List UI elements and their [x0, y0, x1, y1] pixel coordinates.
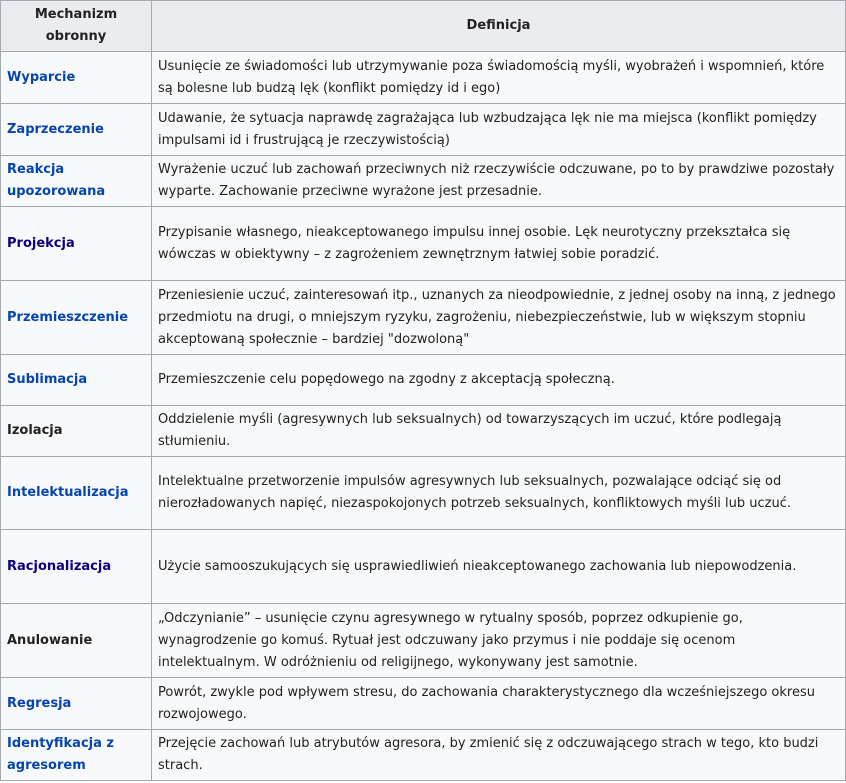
definition-cell: Przeniesienie uczuć, zainteresowań itp., uznanych za nieodpowiednie, z jednej osoby na inną, z jednego przedmiotu na drugi, o mniejszym ryzyku, zagrożeniu, niebezpieczeństwie, lub w większym stopniu akceptowaną społecznie – bardziej "dozwoloną" — [152, 281, 846, 355]
table-row — [1, 355, 846, 406]
term-cell — [1, 355, 152, 406]
term-link-intelektualizacja[interactable]: Intelektualizacja — [7, 485, 129, 500]
definition-cell: Przypisanie własnego, nieakceptowanego impulsu innej osobie. Lęk neurotyczny przekształca się wówczas w obiektywny – z zagrożeniem zewnętrznym łatwiej sobie poradzić. — [152, 207, 846, 281]
header-row — [1, 1, 846, 52]
column-header-definition[interactable]: Definicja — [152, 1, 846, 52]
term-text-anulowanie: Anulowanie — [7, 632, 93, 648]
term-text-izolacja: Izolacja — [7, 423, 63, 438]
term-cell — [1, 604, 152, 678]
term-link-reakcja-upozorowana[interactable]: Reakcja upozorowana — [7, 162, 106, 199]
definition-cell: Przejęcie zachowań lub atrybutów agresora, by zmienić się z odczuwającego strach w tego, kto budzi strach. — [152, 730, 846, 781]
term-link-sublimacja[interactable]: Sublimacja — [7, 372, 88, 387]
term-cell — [1, 52, 152, 104]
table-row — [1, 678, 846, 730]
definition-cell: Wyrażenie uczuć lub zachowań przeciwnych niż rzeczywiście odczuwane, po to by prawdziwe pozostały wyparte. Zachowanie przeciwne wyrażone jest przesadnie. — [152, 156, 846, 207]
table-row — [1, 530, 846, 604]
term-link-wyparcie[interactable]: Wyparcie — [7, 69, 76, 85]
definition-cell: Użycie samooszukujących się usprawiedliwień nieakceptowanego zachowania lub niepowodzenia. — [152, 530, 846, 604]
table-row — [1, 730, 846, 781]
term-cell — [1, 104, 152, 156]
term-link-przemieszczenie[interactable]: Przemieszczenie — [7, 309, 129, 325]
table-row — [1, 52, 846, 104]
term-cell — [1, 678, 152, 730]
term-link-projekcja[interactable]: Projekcja — [7, 235, 75, 251]
table-row — [1, 104, 846, 156]
table-row — [1, 281, 846, 355]
definition-cell: „Odczynianie” – usunięcie czynu agresywnego w rytualny sposób, poprzez odkupienie go, wynagrodzenie go komuś. Rytuał jest odczuwany jako przymus i nie poddaje się ocenom intelektualnym. W odróżnieniu od religijnego, wykonywany jest samotnie. — [152, 604, 846, 678]
definition-cell: Udawanie, że sytuacja naprawdę zagrażająca lub wzbudzająca lęk nie ma miejsca (konflikt pomiędzy impulsami id i frustrującą je rzeczywistością) — [152, 104, 846, 156]
term-cell — [1, 730, 152, 781]
term-cell — [1, 457, 152, 530]
table-row — [1, 207, 846, 281]
table-row — [1, 406, 846, 457]
term-link-regresja[interactable]: Regresja — [7, 695, 72, 711]
term-cell — [1, 207, 152, 281]
definition-cell: Usunięcie ze świadomości lub utrzymywanie poza świadomością myśli, wyobrażeń i wspomnień, które są bolesne lub budzą lęk (konflikt pomiędzy id i ego) — [152, 52, 846, 104]
term-cell — [1, 281, 152, 355]
table-row — [1, 604, 846, 678]
definition-cell: Przemieszczenie celu popędowego na zgodny z akceptacją społeczną. — [152, 355, 846, 406]
column-header-mechanism[interactable]: Mechanizm obronny — [1, 1, 152, 52]
definition-cell: Intelektualne przetworzenie impulsów agresywnych lub seksualnych, pozwalające odciąć się od nierozładowanych napięć, niezaspokojonych potrzeb seksualnych, konfliktowych myśli lub uczuć. — [152, 457, 846, 530]
term-link-zaprzeczenie[interactable]: Zaprzeczenie — [7, 121, 104, 137]
term-link-identyfikacja-z-agresorem[interactable]: Identyfikacja z agresorem — [7, 736, 114, 773]
definition-cell: Oddzielenie myśli (agresywnych lub seksualnych) od towarzyszących im uczuć, które podlegają stłumieniu. — [152, 406, 846, 457]
term-cell — [1, 156, 152, 207]
table-row — [1, 457, 846, 530]
term-cell — [1, 406, 152, 457]
term-cell — [1, 530, 152, 604]
definition-cell: Powrót, zwykle pod wpływem stresu, do zachowania charakterystycznego dla wcześniejszego okresu rozwojowego. — [152, 678, 846, 730]
term-link-racjonalizacja[interactable]: Racjonalizacja — [7, 558, 112, 574]
table-row — [1, 156, 846, 207]
